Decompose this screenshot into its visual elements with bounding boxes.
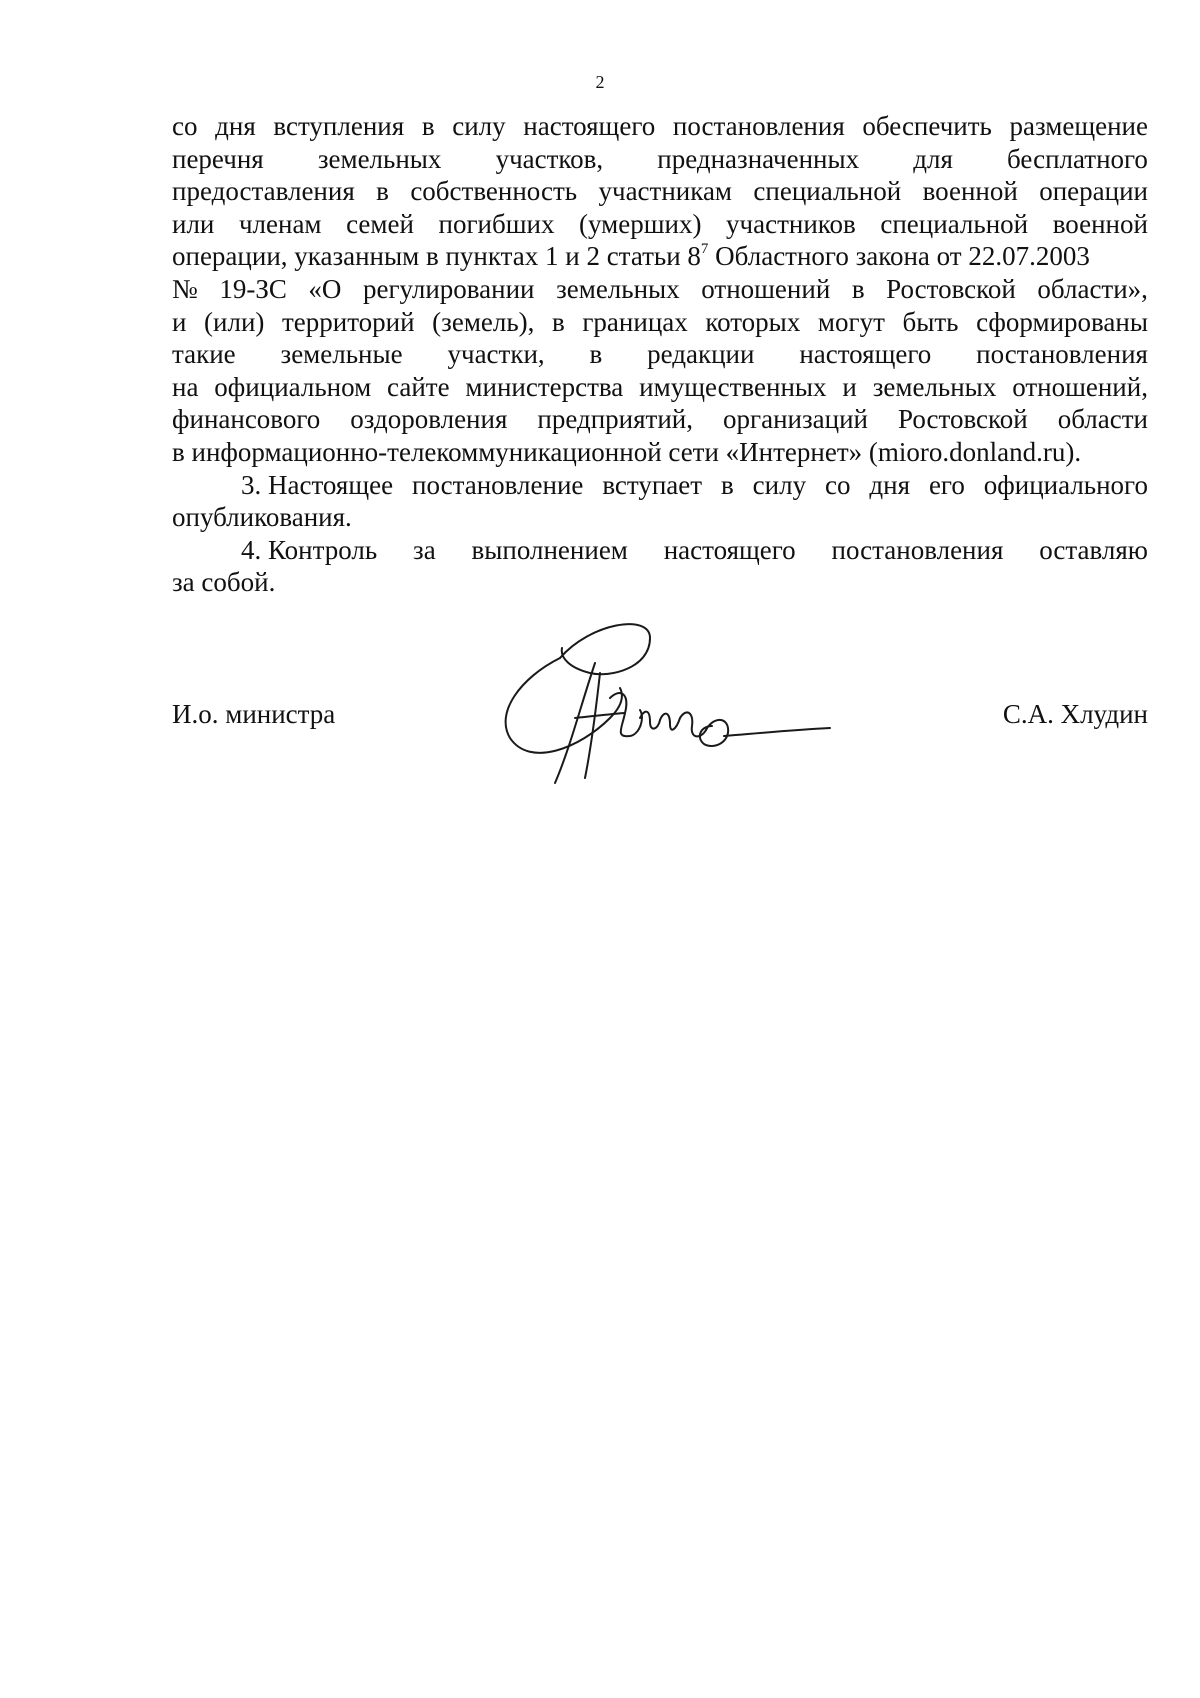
paragraph-3: [172, 469, 1148, 534]
word: быть: [902, 306, 959, 337]
text-segment: операции, указанным в пунктах 1 и 2 статьи 8: [172, 241, 701, 272]
word: области: [1057, 404, 1148, 435]
word: обеспечить: [862, 111, 992, 141]
word: в: [376, 176, 389, 207]
word: организаций: [723, 404, 868, 435]
word: вступает: [602, 469, 703, 500]
word: силу: [452, 111, 506, 141]
word: официальном: [214, 371, 372, 402]
word: Ростовской: [898, 404, 1028, 435]
word: земельных: [872, 371, 997, 402]
word: или: [172, 208, 215, 239]
word: дня: [215, 111, 256, 141]
word: отношений,: [1012, 371, 1148, 402]
word: предназначенных: [657, 143, 860, 174]
word: со: [825, 469, 851, 500]
text-line: [172, 534, 1148, 567]
word: отношений: [701, 273, 831, 304]
text-line: [172, 240, 1148, 273]
superscript: 7: [700, 241, 709, 258]
text-line: [172, 208, 1148, 241]
word: территорий: [282, 306, 415, 337]
word: оставляю: [1039, 534, 1148, 565]
word: для: [913, 143, 953, 174]
signer-name: С.А. Хлудин: [1002, 699, 1148, 729]
word: земельных: [556, 273, 680, 304]
word: бесплатного: [1007, 143, 1148, 174]
word: операции: [1039, 176, 1148, 207]
signer-position: И.о. министра: [172, 699, 336, 729]
word: в: [720, 469, 734, 500]
word: оздоровления: [350, 404, 508, 435]
word: перечня: [172, 143, 264, 174]
word: постановление: [412, 469, 584, 500]
word: размещение: [1009, 111, 1148, 141]
word: постановления: [976, 339, 1148, 370]
word: выполнением: [471, 534, 628, 565]
word: военной: [1052, 208, 1148, 239]
word: членам: [238, 208, 322, 239]
word: имущественных: [639, 371, 827, 402]
word: семей: [346, 208, 414, 239]
text-line: [172, 110, 1148, 143]
word: Ростовской: [886, 273, 1016, 304]
word: сайте: [387, 371, 450, 402]
paragraph-continuation: [172, 110, 1148, 469]
text-line: [172, 338, 1148, 371]
text-line: [172, 175, 1148, 208]
word: в: [421, 111, 435, 141]
word: и: [842, 371, 857, 402]
paragraph-4: [172, 534, 1148, 599]
word: предприятий,: [537, 404, 693, 435]
word: финансового: [172, 404, 321, 435]
document-body: [172, 110, 1148, 599]
word: постановления: [831, 534, 1004, 565]
word: такие: [172, 339, 236, 370]
word: 4. Контроль: [241, 534, 378, 565]
word: сформированы: [976, 306, 1148, 337]
word: области»,: [1037, 273, 1148, 304]
word: настоящего: [523, 111, 656, 141]
word: участков,: [495, 143, 604, 174]
word: которых: [705, 306, 801, 337]
word: официального: [983, 469, 1148, 500]
word: за: [413, 534, 436, 565]
word: настоящего: [663, 534, 796, 565]
text-line: [172, 469, 1148, 502]
word: участки,: [447, 339, 545, 370]
word: 3. Настоящее: [241, 469, 394, 500]
text-line: за собой.: [172, 567, 276, 598]
word: (умерших): [579, 208, 702, 239]
page-number: 2: [595, 72, 605, 92]
text-line: [172, 403, 1148, 436]
word: «О: [308, 273, 342, 304]
word: в: [851, 273, 865, 304]
word: земельные: [280, 339, 403, 370]
word: и: [172, 306, 187, 337]
text-segment: Областного закона от 22.07.2003: [708, 241, 1090, 272]
word: участникам: [598, 176, 733, 207]
word: границах: [582, 306, 688, 337]
word: (или): [204, 306, 265, 337]
text-line: [172, 273, 1148, 306]
text-line: опубликования.: [172, 502, 352, 533]
text-line: [172, 143, 1148, 176]
word: военной: [922, 176, 1018, 207]
word: земельных: [317, 143, 442, 174]
word: в: [589, 339, 603, 370]
text-line: в информационно-телекоммуникационной сети «Интернет» (mioro.donland.ru).: [172, 436, 1082, 467]
word: редакции: [647, 339, 755, 370]
text-line: [172, 371, 1148, 404]
word: регулировании: [362, 273, 535, 304]
word: дня: [869, 469, 911, 500]
word: предоставления: [172, 176, 355, 207]
word: министерства: [465, 371, 624, 402]
word: специальной: [880, 208, 1029, 239]
word: со: [172, 111, 198, 141]
word: постановления: [672, 111, 845, 141]
word: силу: [752, 469, 807, 500]
word: могут: [817, 306, 885, 337]
word: собственность: [410, 176, 578, 207]
word: погибших: [438, 208, 555, 239]
word: в: [552, 306, 565, 337]
word: специальной: [753, 176, 902, 207]
handwritten-signature: [500, 618, 860, 798]
word: 19-ЗС: [219, 273, 287, 304]
word: участников: [726, 208, 856, 239]
word: настоящего: [799, 339, 932, 370]
text-line: [172, 306, 1148, 339]
word: №: [172, 273, 198, 304]
word: его: [928, 469, 965, 500]
word: вступления: [273, 111, 405, 141]
word: (земель),: [432, 306, 535, 337]
word: на: [172, 371, 199, 402]
